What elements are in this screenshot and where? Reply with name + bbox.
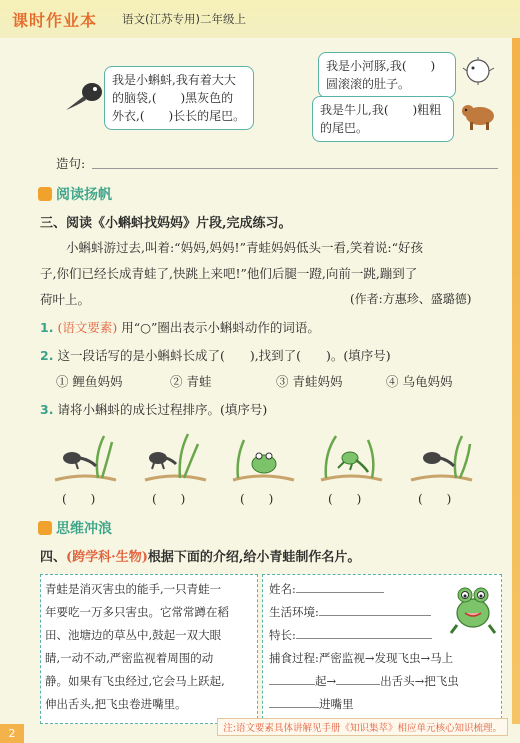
frog-name-card (262, 574, 502, 724)
pufferfish-icon (462, 56, 496, 86)
side-tab-strip (512, 38, 520, 724)
passage-source: (作者:方惠珍、盛璐德) (350, 292, 472, 306)
option-item: ② 青蛙 (170, 374, 212, 389)
subject-tag: (跨学科·生物) (66, 550, 148, 565)
question-4-prefix: 四、 (40, 550, 67, 565)
hunting-process-line-3 (269, 694, 354, 714)
bubble-line: 我是小河豚,我( ) (326, 59, 436, 73)
stage-answer-blank[interactable]: ( ) (62, 492, 96, 506)
header-title: 课时作业本 (12, 11, 98, 30)
hunting-text: 进嘴里 (319, 697, 354, 711)
question-4-heading (40, 546, 360, 565)
feature-field[interactable] (269, 625, 432, 645)
stage-answer-blank[interactable]: ( ) (152, 492, 186, 506)
cow-speech-bubble (312, 96, 454, 142)
page-number: 2 (0, 724, 24, 743)
passage-line: 荷叶上。 (40, 292, 91, 307)
sub-question-number: 1. (40, 320, 54, 335)
intro-line: 静。如果有飞虫经过,它会马上跃起, (45, 674, 225, 688)
feature-label: 特长: (269, 628, 296, 642)
passage-line: 小蝌蚪游过去,叫着:“妈妈,妈妈!”青蛙妈妈低头一看,笑着说:“好孩 (66, 240, 424, 255)
question-4-text: 根据下面的介绍,给小青蛙制作名片。 (147, 550, 361, 565)
hunting-process-line-2 (269, 671, 459, 691)
hunting-blank[interactable] (269, 684, 315, 685)
name-blank[interactable] (296, 592, 384, 593)
environment-field[interactable] (269, 602, 431, 622)
hunting-blank[interactable] (336, 684, 380, 685)
sub-question-1 (40, 318, 320, 336)
name-field[interactable] (269, 579, 384, 599)
environment-blank[interactable] (319, 615, 431, 616)
sub-question-text: 这一段话写的是小蝌蚪长成了( ),找到了( )。(填序号) (57, 348, 391, 363)
sub-question-text: 用“○”圈出表示小蝌蚪动作的词语。 (121, 320, 320, 335)
stage-answer-blank[interactable]: ( ) (328, 492, 362, 506)
environment-label: 生活环境: (269, 605, 319, 619)
intro-line: 年要吃一万多只害虫。它常常蹲在稻 (45, 605, 229, 619)
name-label: 姓名: (269, 582, 296, 596)
footer-note: 注:语文要素具体讲解见手册《知识集萃》相应单元核心知识梳理。 (217, 718, 508, 736)
bubble-line: 我是小蝌蚪,我有着大大 (112, 73, 236, 87)
tadpole-speech-bubble (104, 66, 254, 130)
hunting-process-line: 捕食过程:严密监视→发现飞虫→马上 (269, 651, 454, 665)
sub-question-text: 请将小蝌蚪的成长过程排序。(填序号) (57, 402, 268, 417)
intro-line: 田、池塘边的草丛中,鼓起一双大眼 (45, 628, 222, 642)
option-item: ③ 青蛙妈妈 (276, 374, 343, 389)
bubble-line: 的脑袋,( )黑灰色的 (112, 91, 234, 105)
cow-icon (460, 100, 500, 132)
sub-question-number: 2. (40, 348, 54, 363)
intro-line: 睛,一动不动,严密监视着周围的动 (45, 651, 214, 665)
hunting-text: 出舌头→把飞虫 (380, 674, 459, 688)
reading-section-icon (38, 187, 52, 201)
pufferfish-speech-bubble (318, 52, 456, 98)
subject-tag: (语文要素) (57, 320, 118, 335)
bubble-line: 外衣,( )长长的尾巴。 (112, 109, 246, 123)
thinking-section-icon (38, 521, 52, 535)
question-3-heading: 三、阅读《小蝌蚪找妈妈》片段,完成练习。 (40, 216, 292, 231)
header-subtitle: 语文(江苏专用)二年级上 (122, 12, 246, 26)
bubble-line: 圆滚滚的肚子。 (326, 77, 411, 91)
frog-intro-box (40, 574, 258, 724)
bubble-line: 我是牛儿,我( )粗粗 (320, 103, 442, 117)
bubble-line: 的尾巴。 (320, 121, 369, 135)
hunting-text: 起→ (315, 674, 337, 688)
option-item: ① 鲤鱼妈妈 (56, 374, 123, 389)
intro-line: 青蛙是消灭害虫的能手,一只青蛙一 (45, 582, 222, 596)
passage-line: 子,你们已经长成青蛙了,快跳上来吧!”他们后腿一蹬,向前一跳,蹦到了 (40, 266, 418, 281)
feature-blank[interactable] (296, 638, 432, 639)
make-sentence-label: 造句: (56, 156, 86, 171)
section-title-thinking: 思维冲浪 (56, 521, 112, 537)
frog-cartoon-icon (449, 579, 497, 637)
stage-frog-with-tail-image (316, 428, 386, 486)
sub-question-number: 3. (40, 402, 54, 417)
tadpole-icon (62, 80, 106, 116)
sub-question-2 (40, 346, 391, 364)
hunting-blank[interactable] (269, 707, 319, 708)
stage-answer-blank[interactable]: ( ) (418, 492, 452, 506)
stage-frog-image (228, 428, 298, 486)
stage-tadpole-with-four-legs-image (140, 428, 210, 486)
sub-question-3 (40, 400, 267, 418)
sentence-answer-line[interactable] (92, 168, 498, 169)
intro-line: 伸出舌头,把飞虫卷进嘴里。 (45, 697, 187, 711)
section-title-reading: 阅读扬帆 (56, 187, 112, 203)
stage-tadpole-image (406, 428, 476, 486)
option-item: ④ 乌龟妈妈 (386, 374, 453, 389)
stage-answer-blank[interactable]: ( ) (240, 492, 274, 506)
stage-tadpole-with-back-legs-image (50, 428, 120, 486)
